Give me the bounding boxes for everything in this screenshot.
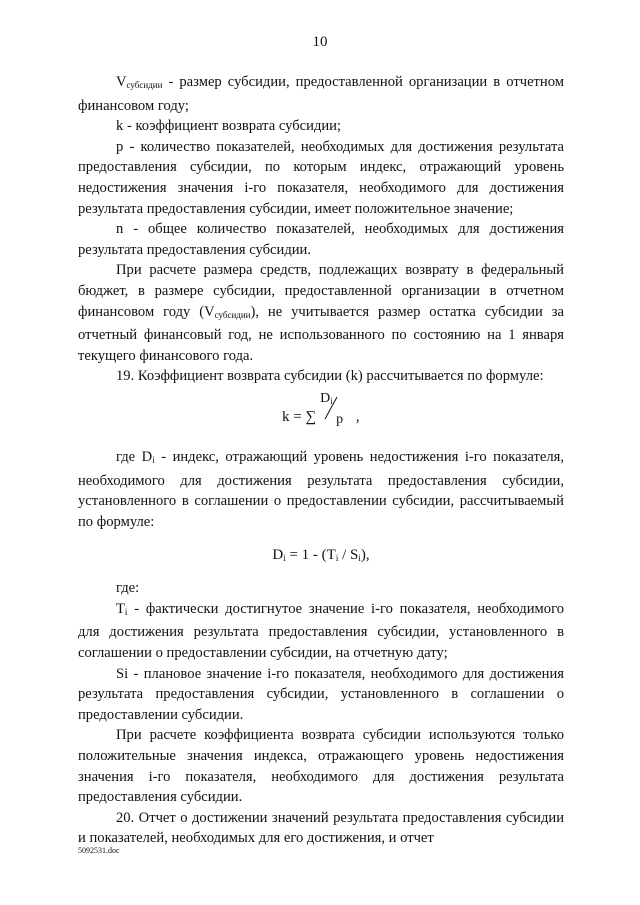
document-body — [78, 72, 564, 849]
subscript: i — [152, 454, 155, 465]
fraction — [316, 390, 352, 429]
paragraph-positive-values: При расчете коэффициента возврата субсидии используются только положительные значения индекса, отражающего уровень недостижения значения i-го показателя, необходимого для достижения результата предоставления субсидии. — [78, 727, 564, 806]
f2-d: D — [272, 547, 284, 564]
paragraph-di-definition — [78, 447, 564, 532]
subscript: i — [330, 395, 333, 406]
paragraph-19: 19. Коэффициент возврата субсидии (k) рассчитывается по формуле: — [116, 368, 544, 385]
paragraph-n: n - общее количество показателей, необходимых для достижения результата предоставления субсидии. — [78, 221, 564, 258]
page-number: 10 — [312, 34, 328, 50]
subscript: субсидии — [126, 80, 163, 90]
paragraph-ti — [78, 599, 564, 664]
formula-di — [78, 532, 564, 578]
denominator: p — [336, 411, 344, 427]
text: T — [116, 600, 125, 617]
f2-rest: = 1 - (T — [285, 547, 336, 564]
paragraph-k: k - коэффициент возврата субсидии; — [116, 118, 342, 135]
paragraph-v-subsidy — [78, 72, 564, 116]
subscript: i — [124, 606, 128, 617]
paragraph-p: p - количество показателей, необходимых для достижения результата предоставления субсидии, по которым индекс, отражающий уровень недостижения значения i-го показателя, необходимого для достижения результата предоставления субсидии, имеет положительное значение; — [78, 138, 564, 217]
subscript: i — [283, 553, 286, 564]
subscript: i — [335, 553, 339, 564]
text: ), не учитывается размер остатка субсидии за отчетный финансовый год, не использованного по состоянию на 1 января текущего финансового года. — [78, 303, 564, 364]
text: - размер субсидии, предоставленной организации в отчетном финансовом году; — [78, 74, 564, 114]
f2-end: ), — [360, 547, 370, 564]
formula-tail: , — [352, 408, 360, 425]
subscript: субсидии — [214, 309, 251, 320]
text: где D — [116, 448, 153, 465]
text: При расчете размера средств, подлежащих возврату в федеральный бюджет, в размере субсидии, предоставленной организации в отчетном финансовом году (V — [78, 262, 564, 320]
formula-lhs: k = ∑ — [282, 408, 317, 425]
subscript: i — [358, 553, 361, 564]
paragraph-si: Si - плановое значение i-го показателя, необходимого для достижения результата предоставления субсидии, установленного в соглашении о предоставлении субсидии. — [78, 665, 564, 723]
var-v: V — [116, 74, 127, 90]
file-name-footer: 5092531.doc — [78, 846, 120, 855]
text: - индекс, отражающий уровень недостижения i-го показателя, необходимого для достижения результата предоставления субсидии, установленного в соглашении о предоставлении субсидии, рассчитываемый по формуле: — [78, 448, 564, 530]
formula-k — [78, 387, 564, 447]
paragraph-calculation-note — [78, 260, 564, 366]
paragraph-20: 20. Отчет о достижении значений результата предоставления субсидии и показателей, необходимых для его достижения, и отчет — [78, 809, 564, 847]
paragraph-where: где: — [116, 580, 140, 597]
text: - фактически достигнутое значение i-го показателя, необходимого для достижения результата предоставления субсидии, установленного в соглашении о предоставлении субсидии, на отчетную дату; — [78, 600, 564, 662]
numerator: D — [320, 390, 331, 406]
f2-mid: / S — [338, 547, 359, 564]
